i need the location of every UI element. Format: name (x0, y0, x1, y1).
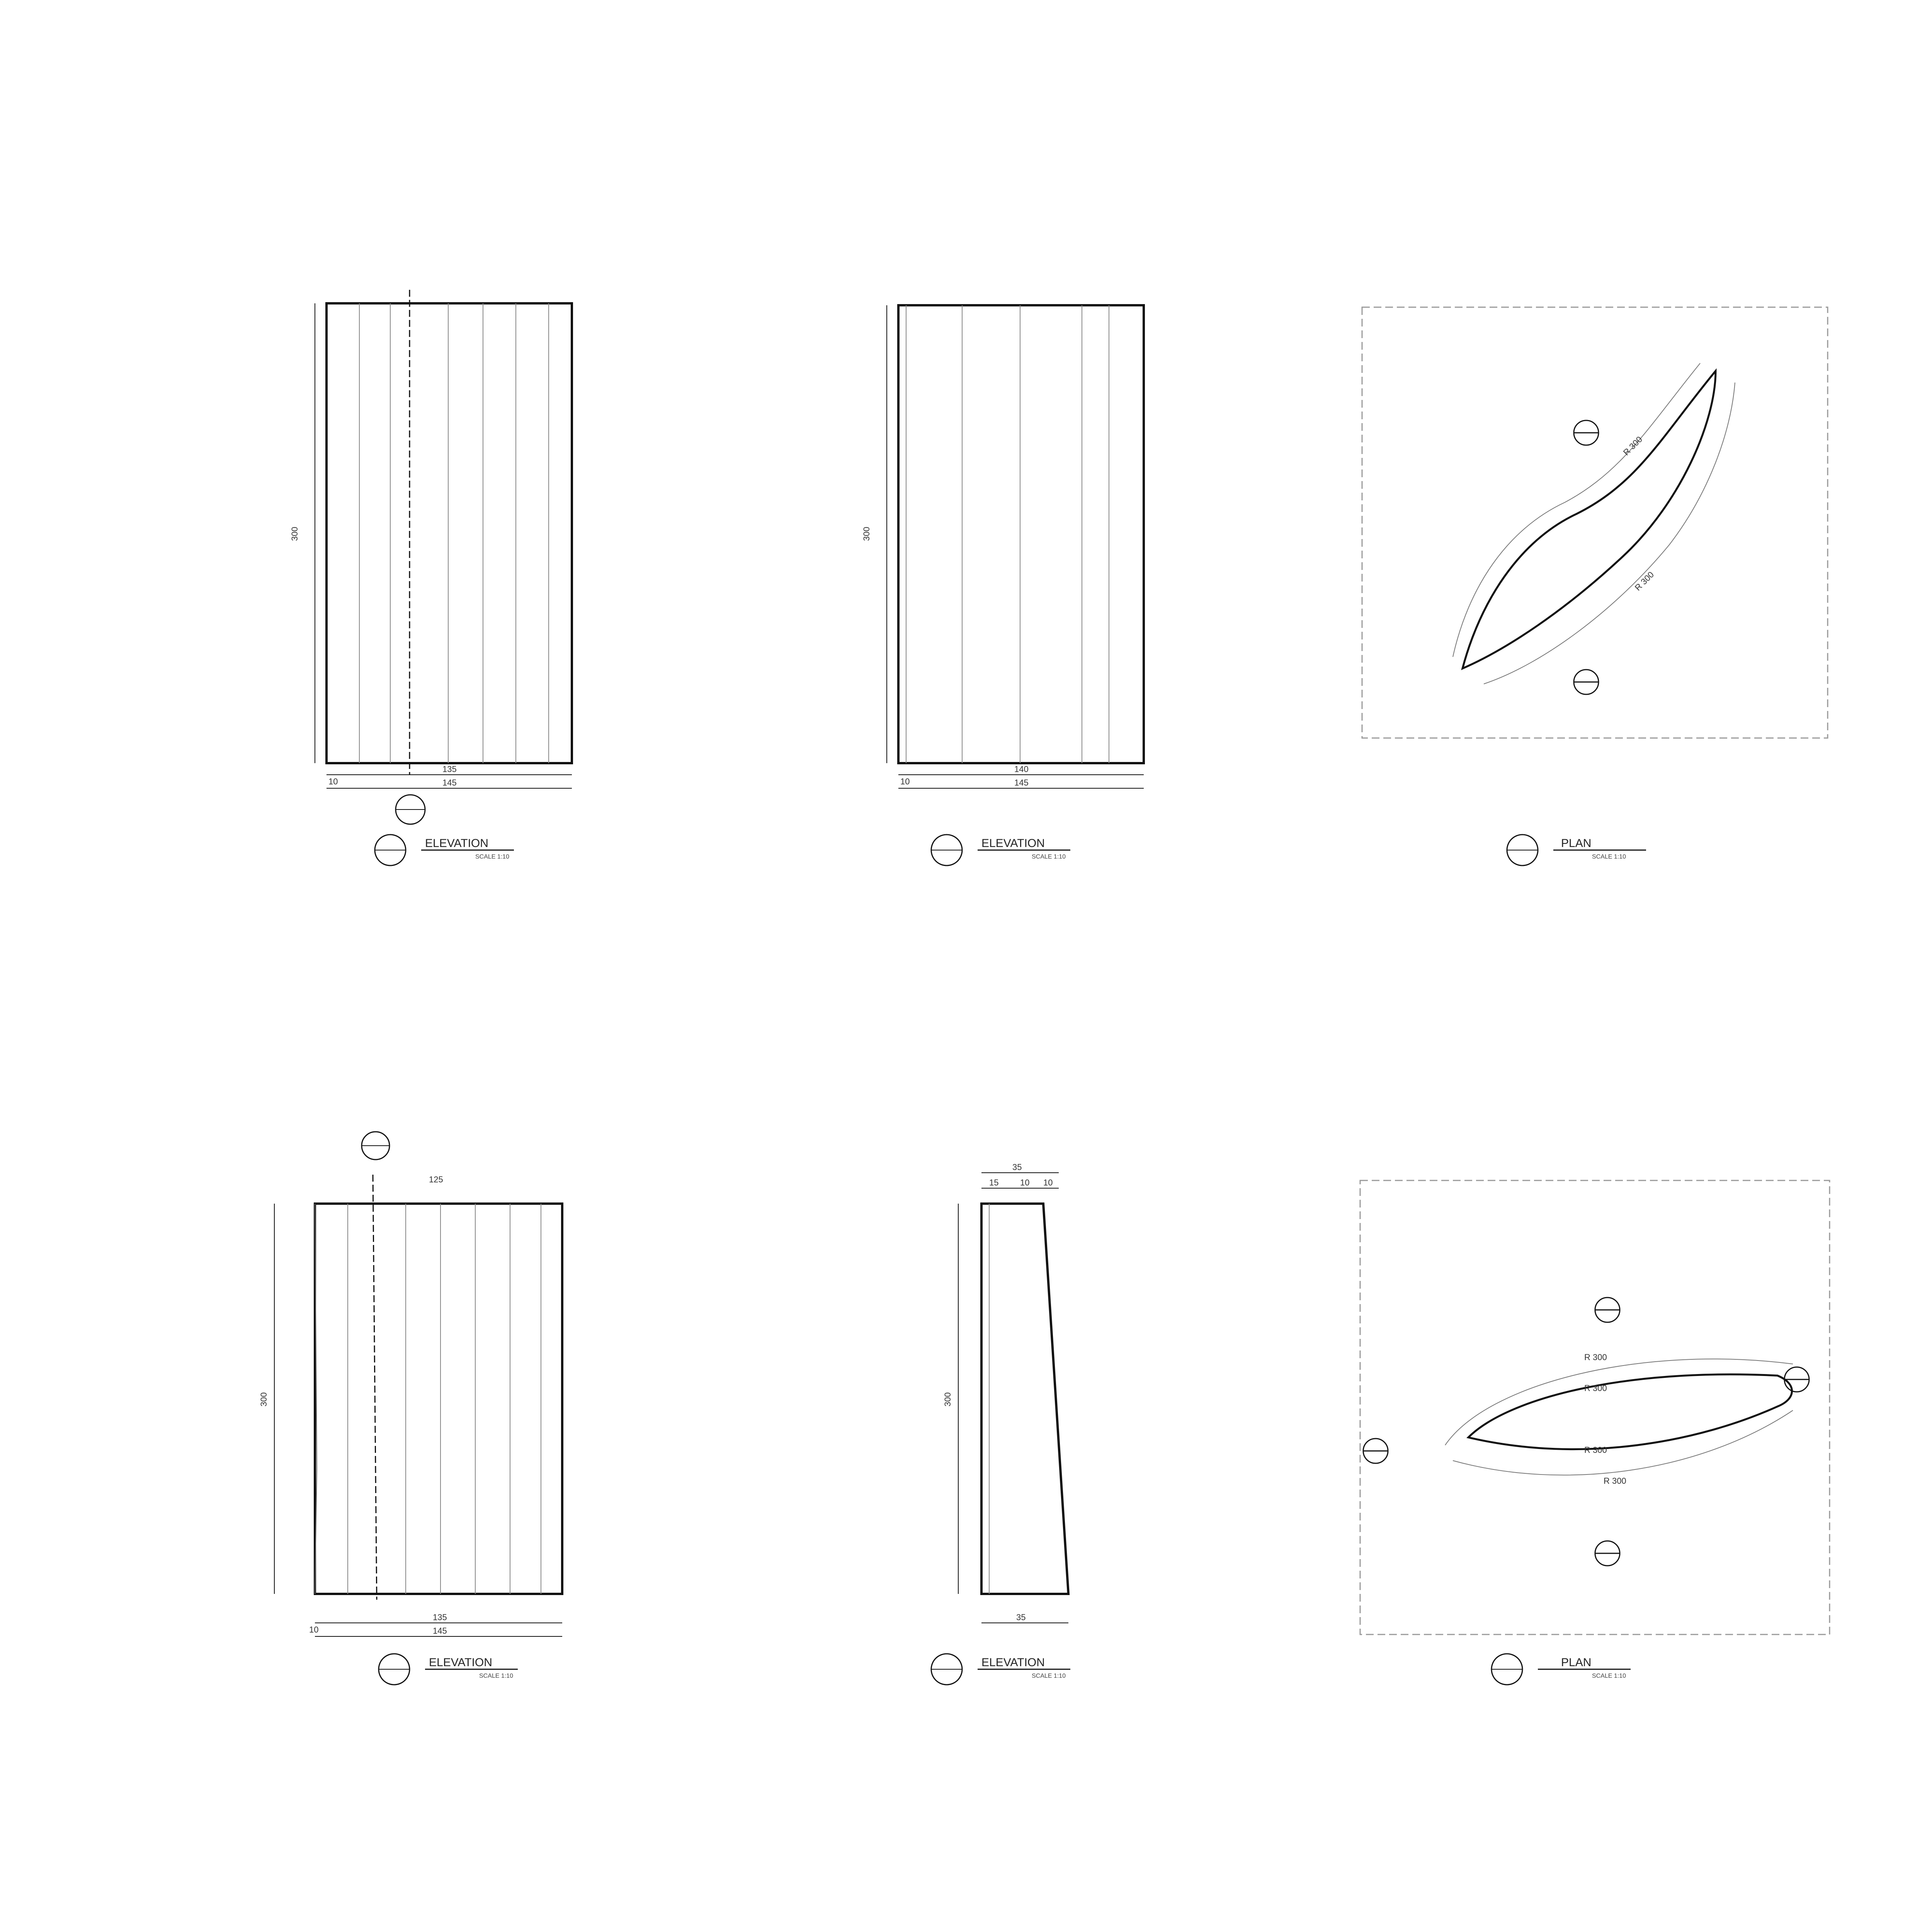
r1-elev-a-width-dim-1: 135 (442, 764, 457, 774)
r2-elev-a-small-dim: 10 (309, 1625, 319, 1634)
r2-elev-a-width-dim-1: 135 (433, 1612, 447, 1622)
r2-elev-b-top-dim-1: 35 (1012, 1162, 1022, 1172)
r1-elev-a-height-dim: 300 (290, 527, 299, 541)
r1-elev-a-width-dim-2: 145 (442, 778, 457, 787)
r2-elev-a-scale: SCALE 1:10 (479, 1673, 514, 1679)
r1-elev-b-width-dim-1: 140 (1014, 764, 1029, 774)
r1-elev-a-small-dim: 10 (328, 777, 338, 786)
r1-elev-b-title: ELEVATION (981, 837, 1045, 850)
r1-elev-b-width-dim-2: 145 (1014, 778, 1029, 787)
r2-elev-b-bottom-dim: 35 (1016, 1612, 1026, 1622)
r2-plan-title: PLAN (1561, 1656, 1592, 1669)
r1-elev-b-small-dim: 10 (900, 777, 910, 786)
r1-plan-dim-2: R 300 (1633, 570, 1656, 593)
r1-elev-b-height-dim: 300 (862, 527, 871, 541)
r2-elev-a-top-dim: 125 (429, 1175, 443, 1184)
r2-elev-b-scale: SCALE 1:10 (1032, 1673, 1066, 1679)
r2-elev-a-height-dim: 300 (259, 1392, 269, 1406)
r2-elevation-a (274, 1132, 562, 1685)
r1-plan-scale: SCALE 1:10 (1592, 854, 1626, 860)
r1-elev-a-title: ELEVATION (425, 837, 488, 850)
r2-elev-a-width-dim-2: 145 (433, 1626, 447, 1636)
r1-elev-a-scale: SCALE 1:10 (475, 854, 510, 860)
r2-elev-b-title: ELEVATION (981, 1656, 1045, 1669)
r2-plan-dim-2: R 300 (1584, 1383, 1607, 1393)
r1-plan-dim-1: R 300 (1621, 434, 1645, 457)
r2-elev-b-top-dim-3: 10 (1020, 1178, 1030, 1187)
r2-plan (1360, 1180, 1830, 1685)
r2-plan-dim-1: R 300 (1584, 1352, 1607, 1362)
r2-plan-dim-3: R 300 (1584, 1445, 1607, 1455)
r2-plan-scale: SCALE 1:10 (1592, 1673, 1626, 1679)
r2-plan-dim-4: R 300 (1604, 1476, 1626, 1486)
r2-elev-b-top-dim-2: 15 (989, 1178, 999, 1187)
r2-elev-a-title: ELEVATION (429, 1656, 492, 1669)
r1-elev-b-scale: SCALE 1:10 (1032, 854, 1066, 860)
r1-plan (1362, 307, 1828, 866)
r1-plan-title: PLAN (1561, 837, 1592, 850)
r2-elevation-b (931, 1173, 1070, 1685)
r2-elev-b-height-dim: 300 (943, 1392, 952, 1406)
r2-elev-b-top-dim-4: 10 (1043, 1178, 1053, 1187)
